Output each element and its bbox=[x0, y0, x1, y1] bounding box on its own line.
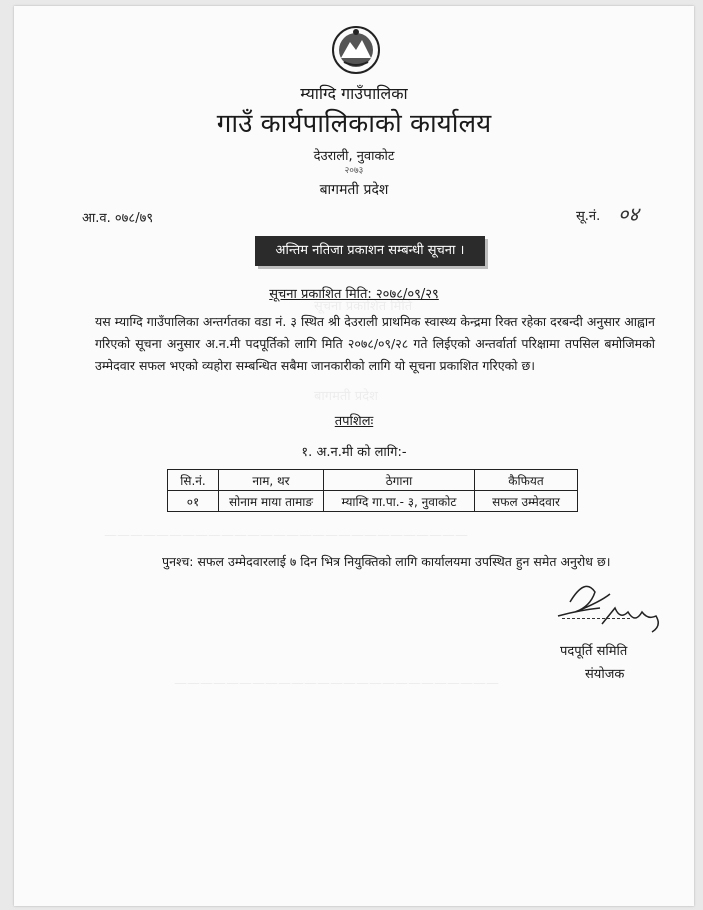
office-name: गाउँ कार्यपालिकाको कार्यालय bbox=[216, 109, 492, 139]
notice-body: यस म्याग्दि गाउँपालिका अन्तर्गतका वडा नं. ३ स्थित श्री देउराली प्राथमिक स्वास्थ्य केन्द्रमा रिक्त रहेका दरबन्दी अनुसार आह्वान गरिएको सूचना अनुसार अ.न.मी पदपूर्तिको लागि मिति २०७८/०९/२८ गते लिईएको अन्तर्वार्ता परिक्षामा तपसिल बमोजिमको उम्मेदवार सफल भएको व्यहोरा सम्बन्धित सबैमा जानकारीको लागि यो सूचना प्रकाशित गरिएको छ। bbox=[95, 314, 655, 373]
fiscal-year: आ.व. ०७८/७९ bbox=[82, 211, 154, 226]
reference-label: सू.नं. bbox=[576, 209, 601, 224]
handwritten-signature bbox=[540, 572, 665, 642]
reference-number: ०४ bbox=[618, 202, 639, 226]
request-note: पुनश्च: सफल उम्मेदवारलाई ७ दिन भित्र नियुक्तिको लागि कार्यालयमा उपस्थित हुन समेत अनुरोध छ। bbox=[162, 554, 611, 569]
table-header-row bbox=[168, 470, 578, 491]
municipality-name: म्याग्दि गाउँपालिका bbox=[300, 84, 408, 103]
details-heading: तपशिलः bbox=[334, 414, 374, 429]
office-address: देउराली, नुवाकोट bbox=[313, 149, 395, 164]
notice-title: अन्तिम नतिजा प्रकाशन सम्बन्धी सूचना । bbox=[255, 236, 485, 266]
table-header-cell: कैफियत bbox=[475, 470, 578, 491]
government-emblem-icon bbox=[330, 24, 382, 76]
table-header-cell: नाम, थर bbox=[219, 470, 324, 491]
signer-title: पदपूर्ति समिति bbox=[560, 644, 628, 659]
stamp-year: २०७३ bbox=[344, 166, 364, 176]
table-cell: म्याग्दि गा.पा.- ३, नुवाकोट bbox=[324, 491, 475, 512]
table-cell: ०१ bbox=[168, 491, 219, 512]
table-header-cell: सि.नं. bbox=[168, 470, 219, 491]
signer-role: संयोजक bbox=[585, 667, 625, 682]
publish-date: सूचना प्रकाशित मिति: २०७८/०९/२९ bbox=[269, 287, 439, 302]
province-name: बागमती प्रदेश bbox=[319, 182, 389, 198]
section-heading: १. अ.न.मी को लागि:- bbox=[301, 445, 407, 460]
table-header-cell: ठेगाना bbox=[324, 470, 475, 491]
table-cell: सोनाम माया तामाङ bbox=[219, 491, 324, 512]
results-table bbox=[167, 469, 578, 512]
table-cell: सफल उम्मेदवार bbox=[475, 491, 578, 512]
signature-line bbox=[562, 618, 630, 619]
table-row bbox=[168, 491, 578, 512]
document-page: सूचना प्रकाशित मिति बागमती प्रदेश ———————————————————————————— ————————————————————————— म्याग्दि गाउँपालिका गाउँ कार्यपालिकाको कार्यालय देउराली, नुवाकोट २०७३ बागमती प्रदेश आ.व. ०७८/७९ सू.नं. ०४ अन्तिम नतिजा प्रकाशन सम्बन्धी सूचना । सूचना प्रकाशित मिति: २०७८/०९/२९ यस म्याग्दि गाउँपालिका अन्तर्गतका वडा नं. ३ स्थित श्री देउराली प्राथमिक स्वास्थ्य केन्द्रमा रिक्त रहेका दरबन्दी अनुसार आह्वान गरिएको सूचना अनुसार अ.न.मी पदपूर्तिको लागि मिति २०७८/०९/२८ गते लिईएको अन्तर्वार्ता परिक्षामा तपसिल बमोजिमको उम्मेदवार सफल भएको व्यहोरा सम्बन्धित सबैमा जानकारीको लागि यो सूचना प्रकाशित गरिएको छ। तपशिलः १. अ.न.मी को लागि:- सि.नं. नाम, थर ठेगाना कैफियत ०१ सोनाम माया तामाङ म्याग्दि गा.पा.- ३, नुवाकोट सफल उम्मेदवार पुनश्च: सफल उम्मेदवारलाई ७ दिन भित्र नियुक्तिको लागि कार्यालयमा उपस्थित हुन समेत अनुरोध छ। पदपूर्ति समिति संयोजक bbox=[14, 6, 694, 906]
